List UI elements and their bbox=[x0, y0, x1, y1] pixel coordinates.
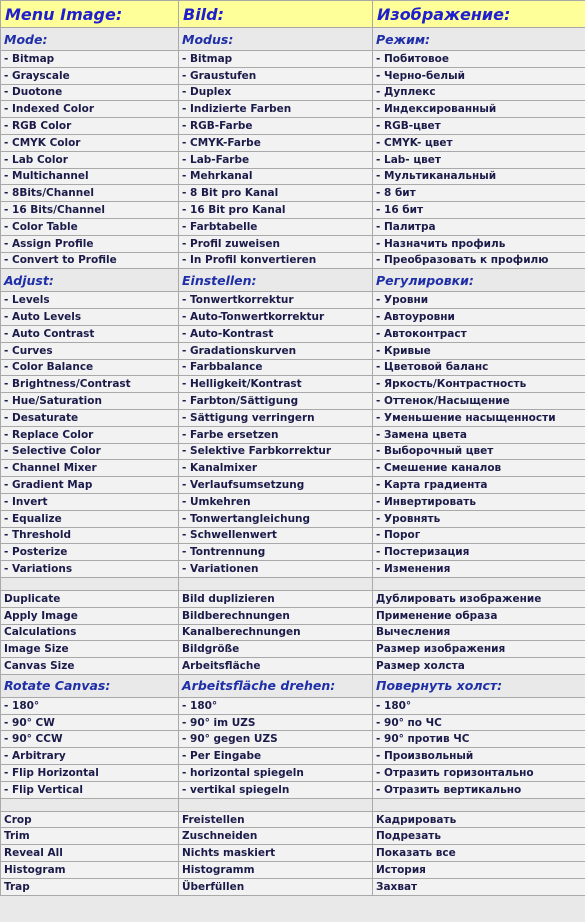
section-title-russian: Повернуть холст: bbox=[373, 674, 585, 697]
menu-item-row bbox=[1, 185, 585, 202]
menu-item-german: - Farbe ersetzen bbox=[179, 426, 373, 443]
menu-item-row bbox=[1, 811, 585, 828]
menu-item-row bbox=[1, 460, 585, 477]
menu-item-english: Image Size bbox=[1, 641, 179, 658]
menu-item-russian: - Постеризация bbox=[373, 544, 585, 561]
section-title-english: Mode: bbox=[1, 28, 179, 51]
menu-item-row bbox=[1, 697, 585, 714]
menu-item-english: - 16 Bits/Channel bbox=[1, 202, 179, 219]
header-german: Bild: bbox=[179, 1, 373, 28]
menu-item-english: - Color Balance bbox=[1, 359, 179, 376]
menu-item-russian: - RGB-цвет bbox=[373, 118, 585, 135]
header-row bbox=[1, 1, 585, 28]
section-title-row bbox=[1, 28, 585, 51]
menu-item-german: - Auto-Tonwertkorrektur bbox=[179, 309, 373, 326]
menu-item-row bbox=[1, 590, 585, 607]
spacer-cell bbox=[179, 577, 373, 590]
menu-item-russian: - Мультиканальный bbox=[373, 168, 585, 185]
menu-item-english: - Convert to Profile bbox=[1, 252, 179, 269]
menu-item-row bbox=[1, 168, 585, 185]
menu-item-german: Bild duplizieren bbox=[179, 590, 373, 607]
menu-item-english: - Desaturate bbox=[1, 409, 179, 426]
section-title-english: Adjust: bbox=[1, 269, 179, 292]
menu-item-russian: Применение образа bbox=[373, 607, 585, 624]
menu-item-row bbox=[1, 309, 585, 326]
menu-item-russian: Подрезать bbox=[373, 828, 585, 845]
menu-item-row bbox=[1, 765, 585, 782]
menu-item-russian: - 90° по ЧС bbox=[373, 714, 585, 731]
menu-item-row bbox=[1, 84, 585, 101]
menu-item-russian: - Кривые bbox=[373, 342, 585, 359]
section-title-row bbox=[1, 674, 585, 697]
menu-item-russian: - Замена цвета bbox=[373, 426, 585, 443]
menu-item-english: - Color Table bbox=[1, 218, 179, 235]
menu-item-russian: - Lab- цвет bbox=[373, 151, 585, 168]
menu-item-row bbox=[1, 134, 585, 151]
menu-item-row bbox=[1, 658, 585, 675]
menu-item-row bbox=[1, 527, 585, 544]
spacer-cell bbox=[1, 577, 179, 590]
menu-item-russian: - Черно-белый bbox=[373, 67, 585, 84]
menu-item-row bbox=[1, 252, 585, 269]
menu-item-row bbox=[1, 325, 585, 342]
menu-item-russian: - Уменьшение насыщенности bbox=[373, 409, 585, 426]
menu-item-english: - Channel Mixer bbox=[1, 460, 179, 477]
menu-item-english: - Arbitrary bbox=[1, 748, 179, 765]
menu-item-russian: - 16 бит bbox=[373, 202, 585, 219]
menu-item-row bbox=[1, 607, 585, 624]
menu-item-row bbox=[1, 561, 585, 578]
menu-item-row bbox=[1, 151, 585, 168]
menu-item-russian: Вычесления bbox=[373, 624, 585, 641]
menu-item-row bbox=[1, 510, 585, 527]
menu-item-russian: - Индексированный bbox=[373, 101, 585, 118]
menu-item-row bbox=[1, 624, 585, 641]
menu-item-russian: - Побитовое bbox=[373, 51, 585, 68]
menu-item-german: - Farbton/Sättigung bbox=[179, 393, 373, 410]
section-title-russian: Регулировки: bbox=[373, 269, 585, 292]
menu-item-row bbox=[1, 51, 585, 68]
menu-item-russian: - CMYK- цвет bbox=[373, 134, 585, 151]
menu-item-german: - Auto-Kontrast bbox=[179, 325, 373, 342]
menu-item-english: - Curves bbox=[1, 342, 179, 359]
menu-item-english: - Flip Vertical bbox=[1, 781, 179, 798]
menu-item-russian: - Палитра bbox=[373, 218, 585, 235]
menu-item-english: - 180° bbox=[1, 697, 179, 714]
menu-item-english: Reveal All bbox=[1, 845, 179, 862]
menu-item-english: - Auto Levels bbox=[1, 309, 179, 326]
menu-item-russian: - Инвертировать bbox=[373, 493, 585, 510]
menu-item-row bbox=[1, 781, 585, 798]
menu-item-russian: - Уровни bbox=[373, 292, 585, 309]
header-russian: Изображение: bbox=[373, 1, 585, 28]
menu-item-german: - Duplex bbox=[179, 84, 373, 101]
menu-item-russian: История bbox=[373, 862, 585, 879]
menu-item-russian: - Изменения bbox=[373, 561, 585, 578]
menu-item-german: - Kanalmixer bbox=[179, 460, 373, 477]
menu-item-russian: Дублировать изображение bbox=[373, 590, 585, 607]
menu-item-russian: - Отразить вертикально bbox=[373, 781, 585, 798]
menu-item-german: - Graustufen bbox=[179, 67, 373, 84]
menu-item-russian: - Произвольный bbox=[373, 748, 585, 765]
menu-item-english: - Levels bbox=[1, 292, 179, 309]
menu-item-russian: - 8 бит bbox=[373, 185, 585, 202]
menu-item-german: Nichts maskiert bbox=[179, 845, 373, 862]
menu-item-row bbox=[1, 359, 585, 376]
menu-item-english: Trap bbox=[1, 878, 179, 895]
menu-item-row bbox=[1, 493, 585, 510]
menu-item-row bbox=[1, 443, 585, 460]
menu-item-row bbox=[1, 878, 585, 895]
menu-item-russian: Размер холста bbox=[373, 658, 585, 675]
menu-item-german: - Gradationskurven bbox=[179, 342, 373, 359]
menu-item-english: Duplicate bbox=[1, 590, 179, 607]
menu-item-german: - Farbbalance bbox=[179, 359, 373, 376]
menu-item-english: - Flip Horizontal bbox=[1, 765, 179, 782]
menu-item-row bbox=[1, 67, 585, 84]
menu-item-english: - CMYK Color bbox=[1, 134, 179, 151]
menu-item-english: Calculations bbox=[1, 624, 179, 641]
menu-item-row bbox=[1, 544, 585, 561]
menu-item-german: - Schwellenwert bbox=[179, 527, 373, 544]
menu-item-row bbox=[1, 748, 585, 765]
menu-item-english: - 90° CW bbox=[1, 714, 179, 731]
menu-item-russian: - Дуплекс bbox=[373, 84, 585, 101]
menu-item-row bbox=[1, 376, 585, 393]
menu-item-russian: - Автоуровни bbox=[373, 309, 585, 326]
menu-item-german: - Farbtabelle bbox=[179, 218, 373, 235]
menu-item-row bbox=[1, 828, 585, 845]
section-title-german: Einstellen: bbox=[179, 269, 373, 292]
section-title-german: Arbeitsfläche drehen: bbox=[179, 674, 373, 697]
menu-item-german: - Selektive Farbkorrektur bbox=[179, 443, 373, 460]
menu-item-german: - CMYK-Farbe bbox=[179, 134, 373, 151]
menu-item-english: - Variations bbox=[1, 561, 179, 578]
menu-item-row bbox=[1, 409, 585, 426]
menu-item-english: - Duotone bbox=[1, 84, 179, 101]
menu-item-row bbox=[1, 292, 585, 309]
menu-item-german: Überfüllen bbox=[179, 878, 373, 895]
menu-item-english: Canvas Size bbox=[1, 658, 179, 675]
menu-item-german: - Tonwertangleichung bbox=[179, 510, 373, 527]
section-title-russian: Режим: bbox=[373, 28, 585, 51]
menu-item-english: - RGB Color bbox=[1, 118, 179, 135]
menu-item-german: Freistellen bbox=[179, 811, 373, 828]
menu-item-row bbox=[1, 218, 585, 235]
menu-item-row bbox=[1, 118, 585, 135]
menu-item-german: - vertikal spiegeln bbox=[179, 781, 373, 798]
menu-item-german: - Sättigung verringern bbox=[179, 409, 373, 426]
menu-item-english: - Invert bbox=[1, 493, 179, 510]
menu-item-russian: - Оттенок/Насыщение bbox=[373, 393, 585, 410]
menu-item-german: - Profil zuweisen bbox=[179, 235, 373, 252]
spacer-cell bbox=[373, 798, 585, 811]
menu-item-english: - Bitmap bbox=[1, 51, 179, 68]
menu-item-row bbox=[1, 845, 585, 862]
menu-item-german: - Per Eingabe bbox=[179, 748, 373, 765]
menu-item-russian: Захват bbox=[373, 878, 585, 895]
spacer-cell bbox=[179, 798, 373, 811]
menu-item-english: - 8Bits/Channel bbox=[1, 185, 179, 202]
menu-item-english: - Replace Color bbox=[1, 426, 179, 443]
menu-item-german: - In Profil konvertieren bbox=[179, 252, 373, 269]
menu-item-german: - Verlaufsumsetzung bbox=[179, 477, 373, 494]
menu-item-russian: - Порог bbox=[373, 527, 585, 544]
menu-item-english: Trim bbox=[1, 828, 179, 845]
section-title-german: Modus: bbox=[179, 28, 373, 51]
menu-item-row bbox=[1, 477, 585, 494]
menu-item-english: Apply Image bbox=[1, 607, 179, 624]
menu-item-russian: Показать все bbox=[373, 845, 585, 862]
menu-item-english: - Selective Color bbox=[1, 443, 179, 460]
menu-item-english: - Gradient Map bbox=[1, 477, 179, 494]
menu-item-english: - Lab Color bbox=[1, 151, 179, 168]
menu-item-german: - RGB-Farbe bbox=[179, 118, 373, 135]
menu-item-german: - 90° im UZS bbox=[179, 714, 373, 731]
spacer-cell bbox=[373, 577, 585, 590]
menu-item-english: - Equalize bbox=[1, 510, 179, 527]
menu-item-german: - 16 Bit pro Kanal bbox=[179, 202, 373, 219]
menu-item-german: - Indizierte Farben bbox=[179, 101, 373, 118]
menu-item-english: - Brightness/Contrast bbox=[1, 376, 179, 393]
menu-item-english: - Auto Contrast bbox=[1, 325, 179, 342]
menu-item-russian: - Смешение каналов bbox=[373, 460, 585, 477]
menu-item-row bbox=[1, 862, 585, 879]
menu-item-russian: - Выборочный цвет bbox=[373, 443, 585, 460]
menu-item-english: Histogram bbox=[1, 862, 179, 879]
menu-item-row bbox=[1, 714, 585, 731]
menu-item-german: Histogramm bbox=[179, 862, 373, 879]
menu-item-german: - 180° bbox=[179, 697, 373, 714]
menu-item-german: - Bitmap bbox=[179, 51, 373, 68]
menu-item-german: - Mehrkanal bbox=[179, 168, 373, 185]
menu-item-russian: - Преобразовать к профилю bbox=[373, 252, 585, 269]
menu-item-german: - 90° gegen UZS bbox=[179, 731, 373, 748]
menu-item-english: - Indexed Color bbox=[1, 101, 179, 118]
menu-item-russian: - Яркость/Контрастность bbox=[373, 376, 585, 393]
menu-item-german: Bildberechnungen bbox=[179, 607, 373, 624]
menu-item-row bbox=[1, 731, 585, 748]
menu-item-row bbox=[1, 641, 585, 658]
menu-item-row bbox=[1, 342, 585, 359]
menu-item-english: - Assign Profile bbox=[1, 235, 179, 252]
spacer-row bbox=[1, 577, 585, 590]
menu-item-german: - Variationen bbox=[179, 561, 373, 578]
menu-item-row bbox=[1, 393, 585, 410]
section-title-row bbox=[1, 269, 585, 292]
menu-item-german: - Umkehren bbox=[179, 493, 373, 510]
spacer-cell bbox=[1, 798, 179, 811]
menu-item-german: - Lab-Farbe bbox=[179, 151, 373, 168]
menu-item-english: - Hue/Saturation bbox=[1, 393, 179, 410]
menu-item-row bbox=[1, 101, 585, 118]
section-title-english: Rotate Canvas: bbox=[1, 674, 179, 697]
menu-item-german: Bildgröße bbox=[179, 641, 373, 658]
menu-item-russian: - Назначить профиль bbox=[373, 235, 585, 252]
menu-item-russian: - Автоконтраст bbox=[373, 325, 585, 342]
header-english: Menu Image: bbox=[1, 1, 179, 28]
menu-item-german: Arbeitsfläche bbox=[179, 658, 373, 675]
menu-item-english: - Multichannel bbox=[1, 168, 179, 185]
menu-item-russian: - Карта градиента bbox=[373, 477, 585, 494]
spacer-row bbox=[1, 798, 585, 811]
menu-item-russian: - 90° против ЧС bbox=[373, 731, 585, 748]
menu-item-english: - Threshold bbox=[1, 527, 179, 544]
menu-item-row bbox=[1, 426, 585, 443]
menu-item-english: - Grayscale bbox=[1, 67, 179, 84]
menu-item-russian: Кадрировать bbox=[373, 811, 585, 828]
menu-item-german: - 8 Bit pro Kanal bbox=[179, 185, 373, 202]
menu-item-row bbox=[1, 235, 585, 252]
menu-item-german: Zuschneiden bbox=[179, 828, 373, 845]
menu-item-row bbox=[1, 202, 585, 219]
menu-item-english: - Posterize bbox=[1, 544, 179, 561]
menu-item-german: Kanalberechnungen bbox=[179, 624, 373, 641]
menu-item-russian: Размер изображения bbox=[373, 641, 585, 658]
menu-item-russian: - Цветовой баланс bbox=[373, 359, 585, 376]
menu-item-german: - horizontal spiegeln bbox=[179, 765, 373, 782]
menu-item-russian: - Уровнять bbox=[373, 510, 585, 527]
menu-item-english: Crop bbox=[1, 811, 179, 828]
menu-item-russian: - Отразить горизонтально bbox=[373, 765, 585, 782]
menu-item-german: - Tontrennung bbox=[179, 544, 373, 561]
menu-item-german: - Tonwertkorrektur bbox=[179, 292, 373, 309]
menu-item-german: - Helligkeit/Kontrast bbox=[179, 376, 373, 393]
menu-item-russian: - 180° bbox=[373, 697, 585, 714]
menu-item-english: - 90° CCW bbox=[1, 731, 179, 748]
